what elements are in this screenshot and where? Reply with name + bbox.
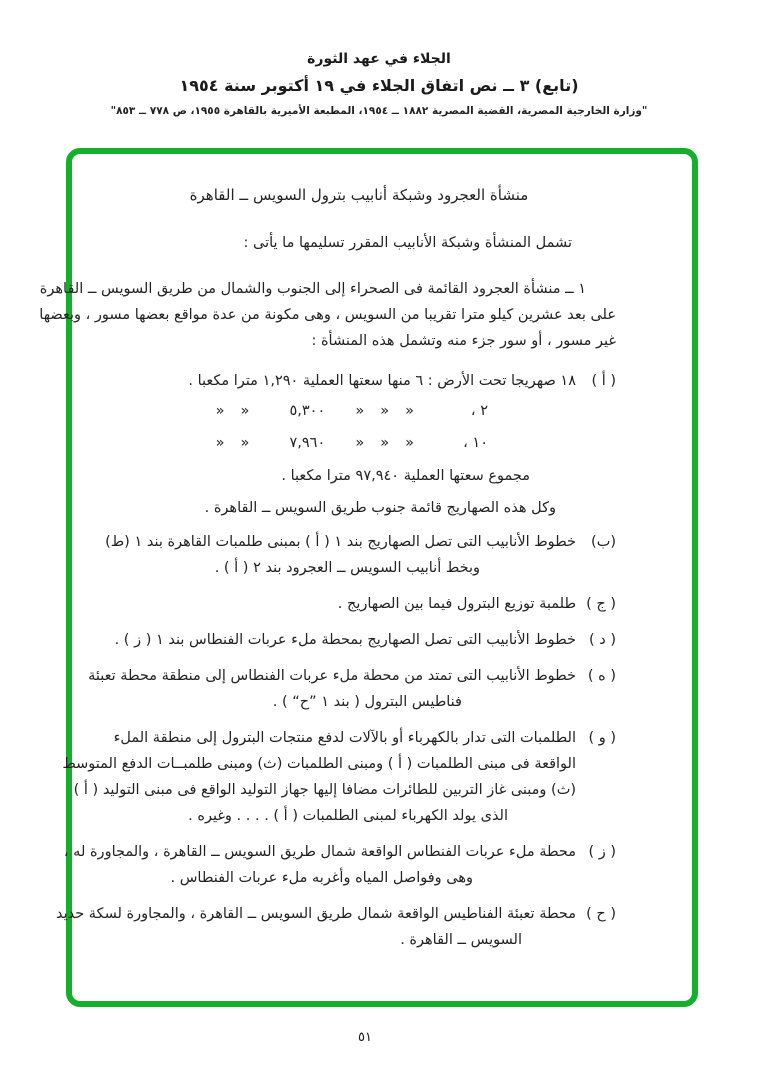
ditto-mark: « — [240, 435, 250, 451]
document-line: الذى يولد الكهرباء لمبنى الطلمبات ( أ ) . . . . وغيره . — [188, 808, 508, 824]
document-line: الطلمبات التى تدار بالكهرباء أو بالآلات لدفع منتجات البترول إلى منطقة الملء — [113, 730, 576, 746]
ditto-mark: « — [355, 435, 365, 451]
ditto-mark: « — [215, 435, 225, 451]
document-line: محطة ملء عربات الفنطاس الواقعة شمال طريق السويس ــ القاهرة ، والمجاورة له ، — [63, 844, 576, 860]
tank-capacity-row — [102, 396, 616, 426]
tank-count: ١٠ ، — [463, 435, 488, 451]
ditto-mark: « — [405, 435, 414, 451]
document-line: خطوط الأنابيب التى تصل الصهاريج بند ١ ( أ ) بمبنى طلمبات القاهرة بند ١ (ط) — [105, 534, 576, 550]
ditto-mark: « — [405, 403, 414, 419]
ditto-mark: « — [355, 403, 365, 419]
document-line: ١٨ صهريجا تحت الأرض : ٦ منها سعتها العملية ١,٢٩٠ مترا مكعبا . — [188, 373, 576, 389]
item-marker: ( ز ) — [588, 844, 616, 860]
item-marker: ( ه ) — [587, 668, 616, 684]
page-number: ٥١ — [358, 1030, 372, 1045]
list-item-f — [62, 725, 616, 829]
list-item-d — [102, 627, 616, 653]
ditto-mark: « — [380, 435, 390, 451]
list-item-a — [102, 368, 616, 394]
ditto-mark: « — [240, 403, 250, 419]
ditto-mark: « — [380, 403, 390, 419]
document-line: وهى وفواصل المياه وأغربه ملء عربات الفنطاس . — [170, 870, 473, 886]
paragraph-1 — [39, 276, 616, 354]
page-header — [0, 0, 758, 118]
tank-capacity-row — [102, 428, 616, 458]
tank-count: ٢ ، — [470, 403, 488, 419]
source-citation: "وزارة الخارجية المصرية، القضية المصرية ١٨٨٢ ــ ١٩٥٤، المطبعة الأميرية بالقاهرة ١٩٥٥، ص ٧٧٨ ــ ٨٥٣" — [110, 105, 648, 117]
list-item-c — [102, 591, 616, 617]
note-line: وكل هذه الصهاريج قائمة جنوب طريق السويس ــ القاهرة . — [204, 500, 556, 516]
paragraph-line: على بعد عشرين كيلو مترا تقريبا من السويس ، وهى مكونة من عدة مواقع بعضها مسور ، وبعضها — [39, 307, 616, 323]
book-title: الجلاء في عهد الثورة — [307, 51, 451, 67]
document-line: طلمبة توزيع البترول فيما بين الصهاريج . — [337, 596, 576, 612]
document-line: السويس ــ القاهرة . — [400, 932, 522, 948]
tank-capacity-value: ٧,٩٦٠ — [289, 435, 326, 451]
document-line: (ث) ومبنى غاز التربين للطائرات مضافا إليها جهاز التوليد الواقع فى مبنى التوليد ( أ ) — [73, 782, 576, 798]
highlight-frame — [39, 148, 698, 1007]
list-item-b — [102, 529, 616, 581]
intro-line: تشمل المنشأة وشبكة الأنابيب المقرر تسليمها ما يأتى : — [243, 235, 572, 251]
paragraph-line: ١ ــ منشأة العجرود القائمة فى الصحراء إلى الجنوب والشمال من طريق السويس ــ القاهرة — [39, 281, 586, 297]
document-title: منشأة العجرود وشبكة أنابيب بترول السويس ــ القاهرة — [189, 186, 529, 204]
total-capacity-line: مجموع سعتها العملية ٩٧,٩٤٠ مترا مكعبا . — [281, 468, 530, 484]
ditto-mark: « — [215, 403, 225, 419]
item-marker: (ب) — [591, 534, 616, 550]
section-subtitle: (تابع) ٣ ــ نص اتفاق الجلاء في ١٩ أكتوبر سنة ١٩٥٤ — [179, 76, 579, 95]
document-line: فناطيس البترول ( بند ١ ”ح“ ) . — [272, 694, 462, 710]
item-marker: ( د ) — [589, 632, 616, 648]
document-line: الواقعة فى مبنى الطلمبات ( أ ) ومبنى الطلمبات (ث) ومبنى طلمبــات الدفع المتوسط — [62, 756, 576, 772]
document-body — [39, 154, 692, 953]
document-line: خطوط الأنابيب التى تمتد من محطة ملء عربات الفنطاس إلى منطقة محطة تعبئة — [88, 668, 576, 684]
item-marker: ( ح ) — [586, 906, 616, 922]
paragraph-line: غير مسور ، أو سور جزء منه وتشمل هذه المنشأة : — [311, 333, 616, 349]
list-item-g — [63, 839, 616, 891]
tank-capacity-value: ٥,٣٠٠ — [289, 403, 326, 419]
document-line: محطة تعبئة الفناطيس الواقعة شمال طريق السويس ــ القاهرة ، والمجاورة لسكة حديد — [55, 906, 576, 922]
document-line: خطوط الأنابيب التى تصل الصهاريج بمحطة ملء عربات الفنطاس بند ١ ( ز ) . — [114, 632, 576, 648]
item-marker: ( و ) — [588, 730, 616, 746]
document-line: وبخط أنابيب السويس ــ العجرود بند ٢ ( أ ) . — [214, 560, 480, 576]
item-marker: ( ج ) — [586, 596, 616, 612]
item-marker: ( أ ) — [591, 373, 616, 389]
list-item-h — [55, 901, 616, 953]
list-item-e — [88, 663, 616, 715]
